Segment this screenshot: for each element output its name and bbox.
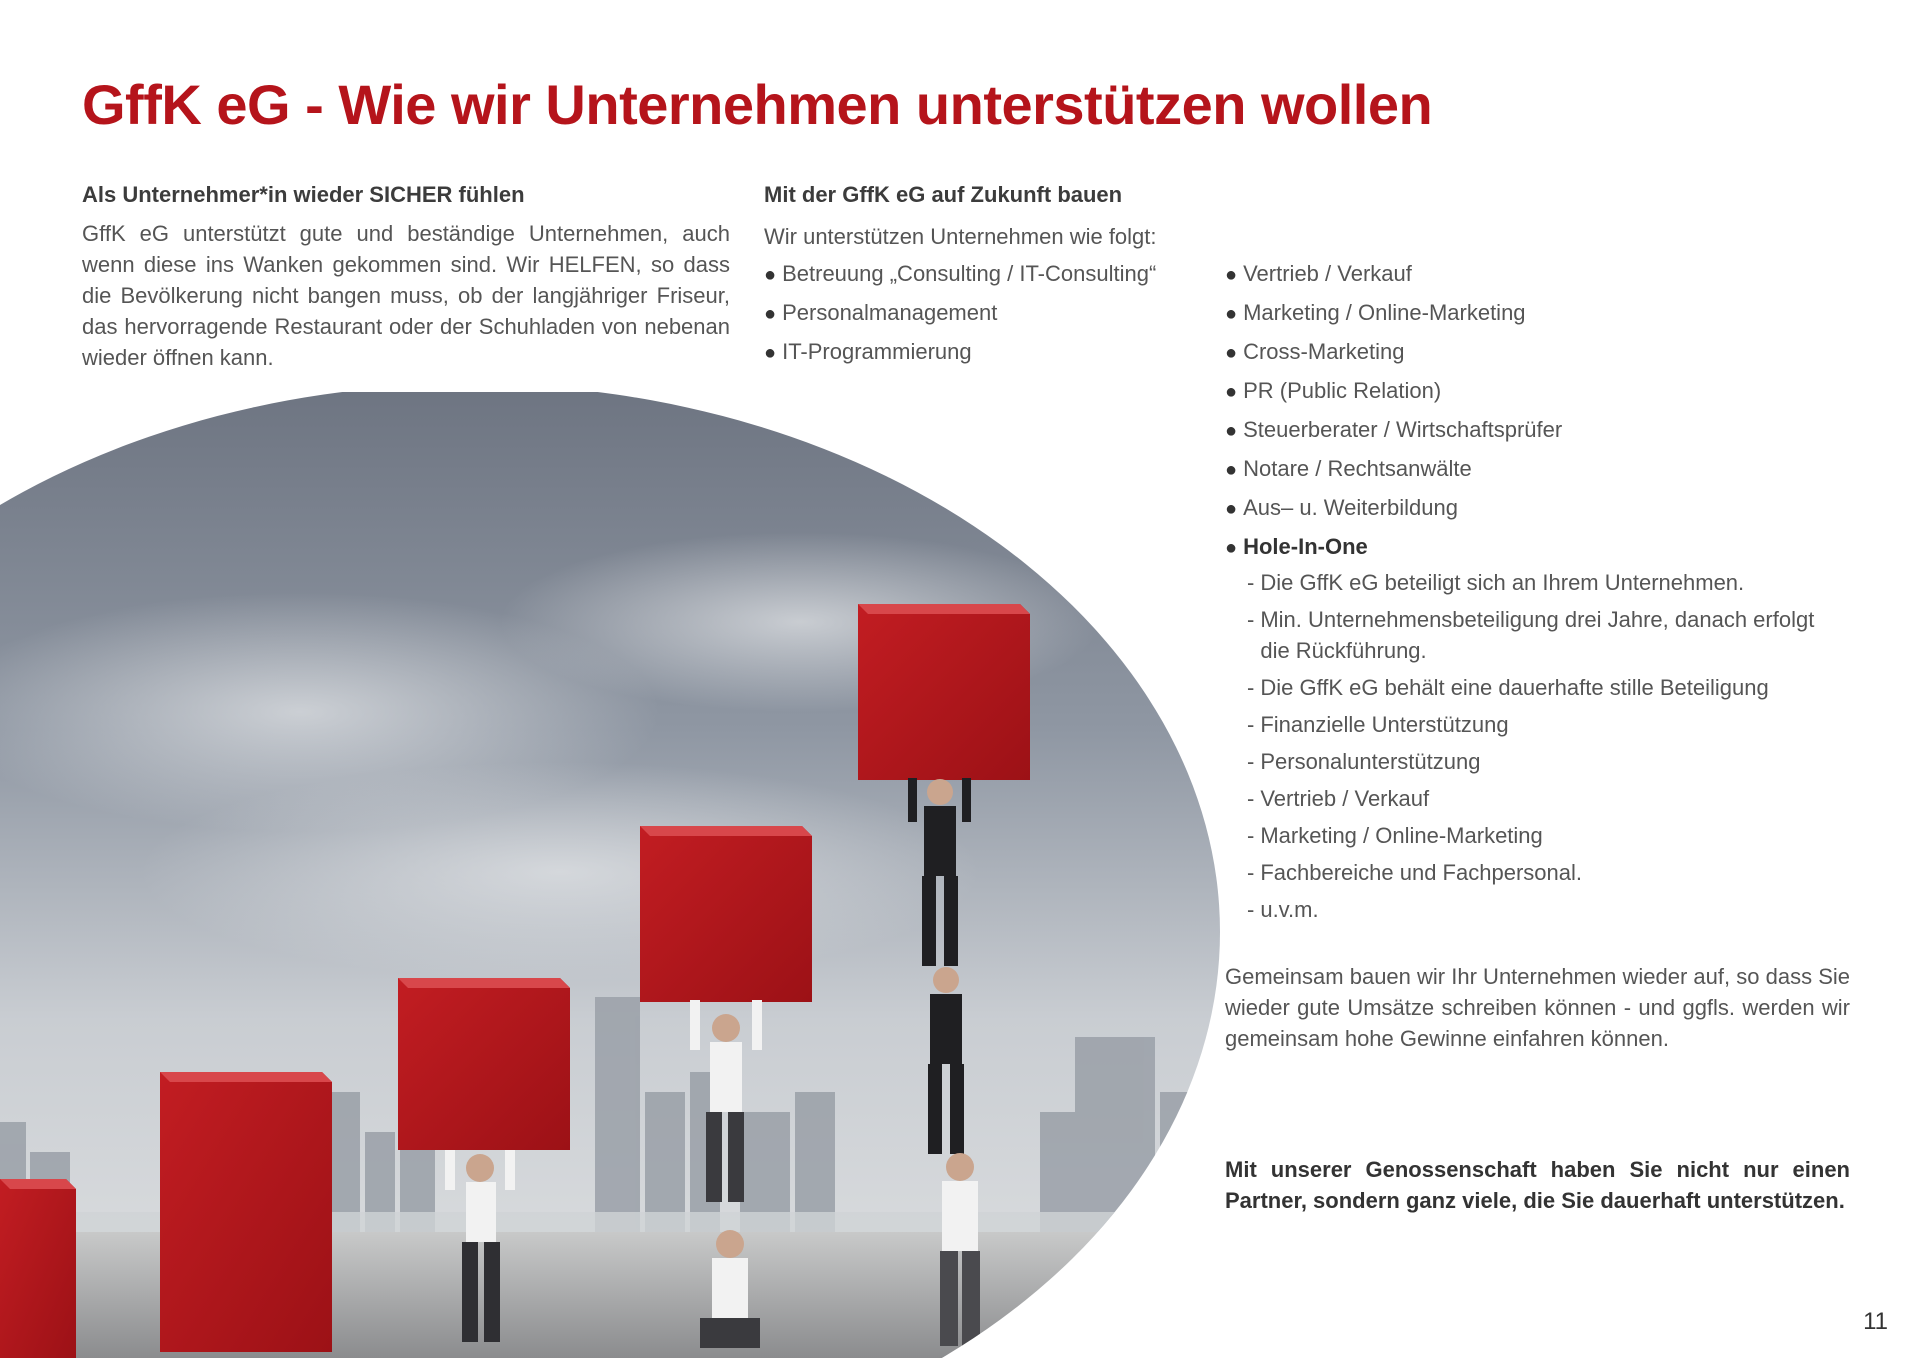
teamwork-illustration: [0, 392, 1220, 1358]
sub-item: - Personalunterstützung: [1247, 749, 1481, 774]
services-list-2: [1225, 255, 1850, 567]
sub-item: - Vertrieb / Verkauf: [1247, 786, 1430, 811]
final-statement: Mit unserer Genossenschaft haben Sie nicht nur einen Partner, sondern ganz viele, die Sie dauerhaft unterstützen.: [1225, 1157, 1850, 1213]
list-item: ● Cross-Marketing: [1225, 339, 1405, 364]
sub-item: - u.v.m.: [1247, 897, 1319, 922]
bullet-icon: ●: [1225, 420, 1238, 442]
list-item: ● Notare / Rechtsanwälte: [1225, 456, 1472, 481]
red-block: [398, 978, 570, 1150]
cloud: [140, 762, 980, 982]
list-item: ● Aus– u. Weiterbildung: [1225, 495, 1458, 520]
bullet-icon: ●: [1225, 459, 1238, 481]
sub-item: - Die GffK eG beteiligt sich an Ihrem Unternehmen.: [1247, 570, 1745, 595]
services-intro: Wir unterstützen Unternehmen wie folgt:: [764, 224, 1157, 249]
list-item: ● IT-Programmierung: [764, 339, 972, 364]
list-item: ● PR (Public Relation): [1225, 378, 1442, 403]
hole-in-one-sublist: [1247, 567, 1850, 925]
list-item-hole-in-one: ● Hole-In-One: [1225, 534, 1368, 559]
services-heading: Mit der GffK eG auf Zukunft bauen: [764, 182, 1123, 207]
red-block: [160, 1072, 332, 1352]
intro-text: GffK eG unterstützt gute und beständige Unternehmen, auch wenn diese ins Wanken gekommen sind. Wir HELFEN, so dass die Bevölkerung nicht bangen muss, ob der langjähriger Friseur, das hervorragende Restaurant oder der Schuhladen von nebenan wieder öffnen kann.: [82, 221, 730, 370]
list-item: ● Marketing / Online-Marketing: [1225, 300, 1526, 325]
red-block: [640, 826, 812, 1002]
closing-text: Gemeinsam bauen wir Ihr Unternehmen wieder auf, so dass Sie wieder gute Umsätze schreiben können - und ggfls. werden wir gemeinsam hohe Gewinne einfahren können.: [1225, 964, 1850, 1051]
intro-heading: Als Unternehmer*in wieder SICHER fühlen: [82, 182, 525, 207]
services-list: [764, 255, 1204, 372]
intro-column: [82, 182, 730, 373]
bullet-icon: ●: [1225, 537, 1238, 559]
sub-item: - Min. Unternehmensbeteiligung drei Jahre, danach erfolgt die Rückführung.: [1247, 607, 1815, 663]
services-column: [764, 182, 1204, 372]
bullet-icon: ●: [1225, 264, 1238, 286]
bullet-icon: ●: [764, 303, 777, 325]
list-item: ● Vertrieb / Verkauf: [1225, 261, 1412, 286]
list-item: ● Betreuung „Consulting / IT-Consulting“: [764, 261, 1157, 286]
red-block: [0, 1179, 76, 1358]
bullet-icon: ●: [1225, 381, 1238, 403]
sub-item: - Die GffK eG behält eine dauerhafte stille Beteiligung: [1247, 675, 1769, 700]
bullet-icon: ●: [1225, 342, 1238, 364]
page-title: GffK eG - Wie wir Unternehmen unterstützen wollen: [82, 73, 1433, 136]
sub-item: - Fachbereiche und Fachpersonal.: [1247, 860, 1582, 885]
services-column-2: [1225, 255, 1850, 1216]
bullet-icon: ●: [764, 264, 777, 286]
list-item: ● Personalmanagement: [764, 300, 998, 325]
red-block: [858, 604, 1030, 780]
list-item: ● Steuerberater / Wirtschaftsprüfer: [1225, 417, 1563, 442]
bullet-icon: ●: [1225, 498, 1238, 520]
page-number: 11: [1863, 1308, 1888, 1335]
sub-item: - Finanzielle Unterstützung: [1247, 712, 1509, 737]
bullet-icon: ●: [764, 342, 777, 364]
bullet-icon: ●: [1225, 303, 1238, 325]
sub-item: - Marketing / Online-Marketing: [1247, 823, 1543, 848]
